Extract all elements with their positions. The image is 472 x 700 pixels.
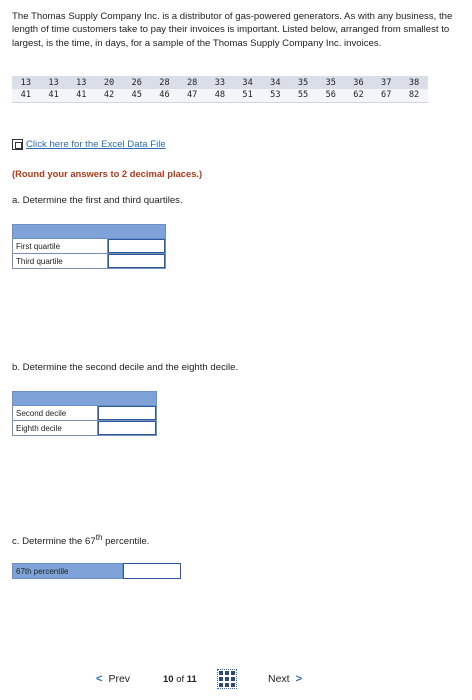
data-cell: 37 [372, 76, 400, 89]
question-c-suffix: percentile. [102, 536, 150, 548]
question-navigation [0, 668, 472, 692]
data-cell: 51 [234, 89, 262, 102]
data-cell: 36 [345, 76, 373, 89]
question-b: b. Determine the second decile and the eighth decile. [12, 362, 239, 373]
excel-link-label: Click here for the Excel Data File [26, 139, 166, 150]
question-c-superscript: th [95, 533, 103, 542]
data-cell: 13 [12, 76, 40, 89]
rounding-instruction: (Round your answers to 2 decimal places.) [12, 168, 203, 179]
data-cell: 53 [261, 89, 289, 102]
total-pages: 11 [186, 674, 197, 685]
eighth-decile-label: Eighth decile [13, 421, 98, 436]
prev-button[interactable] [96, 673, 130, 685]
answer-row-second-decile [13, 406, 157, 421]
prev-label: Prev [108, 673, 131, 685]
second-decile-label: Second decile [13, 406, 98, 421]
data-cell: 38 [400, 76, 428, 89]
answer-row-first-quartile [13, 239, 166, 254]
data-cell: 41 [12, 89, 40, 102]
data-cell: 67 [372, 89, 400, 102]
table-header-row [13, 392, 157, 406]
data-cell: 41 [40, 89, 68, 102]
data-cell: 56 [317, 89, 345, 102]
current-page: 10 [163, 674, 174, 685]
invoice-days-table [12, 76, 428, 103]
chevron-left-icon: < [96, 673, 103, 685]
data-row-top [12, 76, 428, 89]
excel-file-icon [12, 139, 23, 150]
page-counter [163, 674, 197, 685]
grid-view-icon[interactable] [217, 669, 237, 689]
data-cell: 35 [317, 76, 345, 89]
data-cell: 46 [151, 89, 179, 102]
percentile-label: 67th percentile [12, 563, 123, 579]
third-quartile-label: Third quartile [13, 254, 108, 269]
next-button[interactable] [268, 673, 302, 685]
quartiles-answer-table [12, 224, 166, 269]
data-cell: 55 [289, 89, 317, 102]
excel-data-link[interactable] [12, 139, 166, 150]
data-cell: 28 [151, 76, 179, 89]
second-decile-input[interactable] [98, 406, 156, 420]
problem-statement: The Thomas Supply Company Inc. is a distributor of gas-powered generators. As with any business, the length of time customers take to pay their invoices is important. Listed below, arranged from smallest to largest, is the time, in days, for a sample of the Thomas Supply Company Inc. invoices. [12, 11, 453, 49]
data-cell: 41 [67, 89, 95, 102]
data-cell: 45 [123, 89, 151, 102]
page-of-label: of [176, 674, 185, 685]
data-cell: 13 [67, 76, 95, 89]
data-cell: 20 [95, 76, 123, 89]
eighth-decile-input[interactable] [98, 421, 156, 435]
deciles-answer-table [12, 391, 157, 436]
data-cell: 34 [234, 76, 262, 89]
data-cell: 82 [400, 89, 428, 102]
data-cell: 47 [178, 89, 206, 102]
data-cell: 62 [345, 89, 373, 102]
third-quartile-input[interactable] [108, 254, 165, 268]
data-cell: 42 [95, 89, 123, 102]
data-cell: 35 [289, 76, 317, 89]
answer-row-third-quartile [13, 254, 166, 269]
chevron-right-icon: > [295, 673, 303, 685]
data-cell: 28 [178, 76, 206, 89]
data-cell: 33 [206, 76, 234, 89]
first-quartile-input[interactable] [108, 239, 165, 253]
first-quartile-label: First quartile [13, 239, 108, 254]
data-cell: 48 [206, 89, 234, 102]
question-a: a. Determine the first and third quartiles. [12, 195, 183, 206]
percentile-answer-row [12, 563, 181, 579]
table-header-row [13, 225, 166, 239]
data-cell: 13 [40, 76, 68, 89]
answer-row-eighth-decile [13, 421, 157, 436]
data-row-bottom [12, 89, 428, 102]
percentile-input[interactable] [123, 563, 181, 579]
data-cell: 34 [261, 76, 289, 89]
data-cell: 26 [123, 76, 151, 89]
question-c [12, 533, 149, 547]
question-c-prefix: c. Determine the 67 [12, 536, 96, 548]
next-label: Next [268, 673, 290, 685]
